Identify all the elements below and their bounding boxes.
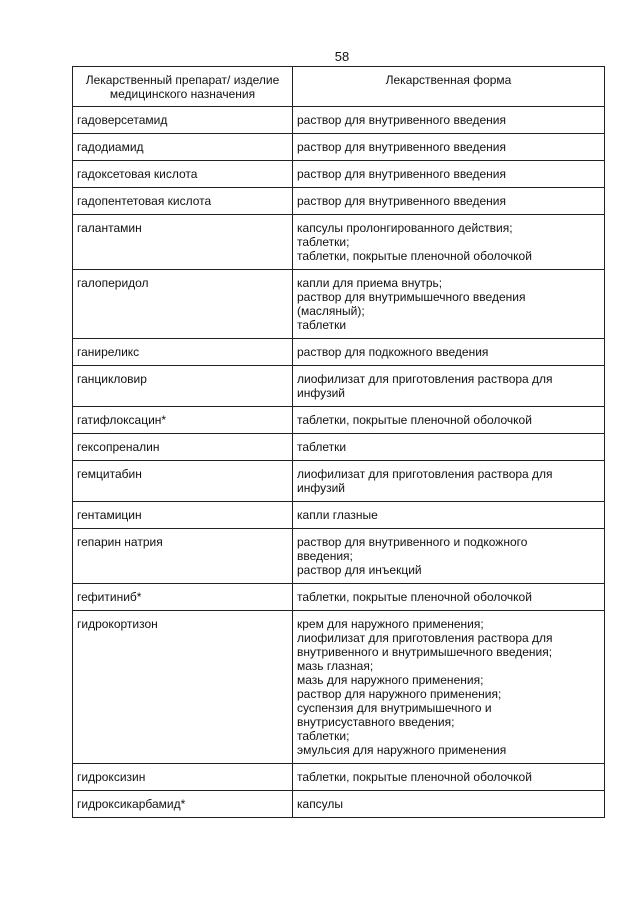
dosage-form-line: суспензия для внутримышечного и bbox=[297, 701, 492, 715]
dosage-form-line: раствор для внутримышечного введения bbox=[297, 290, 526, 304]
table-row bbox=[73, 764, 605, 791]
dosage-form-line: капли для приема внутрь; bbox=[297, 276, 443, 290]
table-row bbox=[73, 161, 605, 188]
dosage-form-cell bbox=[293, 764, 605, 791]
table-row bbox=[73, 407, 605, 434]
dosage-form-line: внутрисуставного введения; bbox=[297, 715, 455, 729]
dosage-form-cell bbox=[293, 215, 605, 270]
dosage-form-line: лиофилизат для приготовления раствора для bbox=[297, 372, 553, 386]
table-row bbox=[73, 366, 605, 407]
table-row bbox=[73, 134, 605, 161]
dosage-form-line: капли глазные bbox=[297, 508, 378, 522]
drug-name-cell: гексопреналин bbox=[73, 434, 293, 461]
drug-name-cell: гентамицин bbox=[73, 502, 293, 529]
dosage-form-line: внутривенного и внутримышечного введения; bbox=[297, 645, 553, 659]
dosage-form-line: таблетки; bbox=[297, 235, 350, 249]
dosage-form-line: таблетки, покрытые пленочной оболочкой bbox=[297, 249, 532, 263]
page-number: 58 bbox=[334, 49, 350, 64]
dosage-form-cell bbox=[293, 134, 605, 161]
table-row bbox=[73, 529, 605, 584]
drug-name-cell: гадодиамид bbox=[73, 134, 293, 161]
dosage-form-line: таблетки, покрытые пленочной оболочкой bbox=[297, 590, 532, 604]
table-row bbox=[73, 461, 605, 502]
dosage-form-cell bbox=[293, 188, 605, 215]
dosage-form-line: инфузий bbox=[297, 481, 345, 495]
drug-name-cell: гидрокортизон bbox=[73, 611, 293, 764]
dosage-form-line: лиофилизат для приготовления раствора для bbox=[297, 467, 553, 481]
drug-name-cell: гадопентетовая кислота bbox=[73, 188, 293, 215]
header-drug: Лекарственный препарат/ изделие медицинского назначения bbox=[73, 67, 293, 107]
dosage-form-cell bbox=[293, 461, 605, 502]
table-row bbox=[73, 791, 605, 818]
dosage-form-cell bbox=[293, 611, 605, 764]
drug-name-cell: гадоверсетамид bbox=[73, 107, 293, 134]
drug-name-cell: гадоксетовая кислота bbox=[73, 161, 293, 188]
dosage-form-cell bbox=[293, 529, 605, 584]
table-row bbox=[73, 434, 605, 461]
dosage-form-cell bbox=[293, 791, 605, 818]
table-row bbox=[73, 107, 605, 134]
dosage-form-line: капсулы пролонгированного действия; bbox=[297, 221, 513, 235]
dosage-form-line: раствор для внутривенного введения bbox=[297, 113, 506, 127]
table-row bbox=[73, 215, 605, 270]
dosage-form-line: эмульсия для наружного применения bbox=[297, 743, 507, 757]
dosage-form-cell bbox=[293, 434, 605, 461]
header-form: Лекарственная форма bbox=[293, 67, 605, 107]
dosage-form-line: капсулы bbox=[297, 797, 344, 811]
dosage-form-line: таблетки; bbox=[297, 729, 350, 743]
drug-name-cell: ганцикловир bbox=[73, 366, 293, 407]
dosage-form-cell bbox=[293, 366, 605, 407]
drug-name-cell: галоперидол bbox=[73, 270, 293, 339]
dosage-form-line: таблетки bbox=[297, 318, 347, 332]
dosage-form-cell bbox=[293, 502, 605, 529]
table-row bbox=[73, 270, 605, 339]
dosage-form-line: введения; bbox=[297, 549, 353, 563]
dosage-form-line: мазь глазная; bbox=[297, 659, 374, 673]
dosage-form-line: лиофилизат для приготовления раствора для bbox=[297, 631, 553, 645]
drug-name-cell: гепарин натрия bbox=[73, 529, 293, 584]
dosage-form-cell bbox=[293, 584, 605, 611]
dosage-form-cell bbox=[293, 161, 605, 188]
dosage-form-cell bbox=[293, 407, 605, 434]
dosage-form-line: раствор для наружного применения; bbox=[297, 687, 502, 701]
drug-name-cell: гидроксикарбамид* bbox=[73, 791, 293, 818]
dosage-form-line: крем для наружного применения; bbox=[297, 617, 484, 631]
drug-name-cell: гефитиниб* bbox=[73, 584, 293, 611]
dosage-form-line: раствор для инъекций bbox=[297, 563, 422, 577]
dosage-form-line: раствор для внутривенного введения bbox=[297, 167, 506, 181]
table-row bbox=[73, 188, 605, 215]
dosage-form-line: инфузий bbox=[297, 386, 345, 400]
dosage-form-line: таблетки, покрытые пленочной оболочкой bbox=[297, 413, 532, 427]
dosage-form-line: раствор для подкожного введения bbox=[297, 345, 489, 359]
dosage-form-cell bbox=[293, 107, 605, 134]
dosage-form-line: таблетки, покрытые пленочной оболочкой bbox=[297, 770, 532, 784]
dosage-form-cell bbox=[293, 339, 605, 366]
table-row bbox=[73, 339, 605, 366]
drug-name-cell: гемцитабин bbox=[73, 461, 293, 502]
dosage-form-cell bbox=[293, 270, 605, 339]
table-row bbox=[73, 502, 605, 529]
drug-name-cell: ганиреликс bbox=[73, 339, 293, 366]
table-header-row bbox=[73, 67, 605, 107]
dosage-form-line: раствор для внутривенного введения bbox=[297, 194, 506, 208]
dosage-form-line: мазь для наружного применения; bbox=[297, 673, 484, 687]
table-body bbox=[73, 107, 605, 818]
table-row bbox=[73, 584, 605, 611]
drug-name-cell: галантамин bbox=[73, 215, 293, 270]
dosage-form-line: таблетки bbox=[297, 440, 347, 454]
drug-name-cell: гидроксизин bbox=[73, 764, 293, 791]
table-row bbox=[73, 611, 605, 764]
dosage-form-line: (масляный); bbox=[297, 304, 365, 318]
drug-table bbox=[72, 66, 605, 818]
dosage-form-line: раствор для внутривенного введения bbox=[297, 140, 506, 154]
dosage-form-line: раствор для внутривенного и подкожного bbox=[297, 535, 528, 549]
drug-name-cell: гатифлоксацин* bbox=[73, 407, 293, 434]
